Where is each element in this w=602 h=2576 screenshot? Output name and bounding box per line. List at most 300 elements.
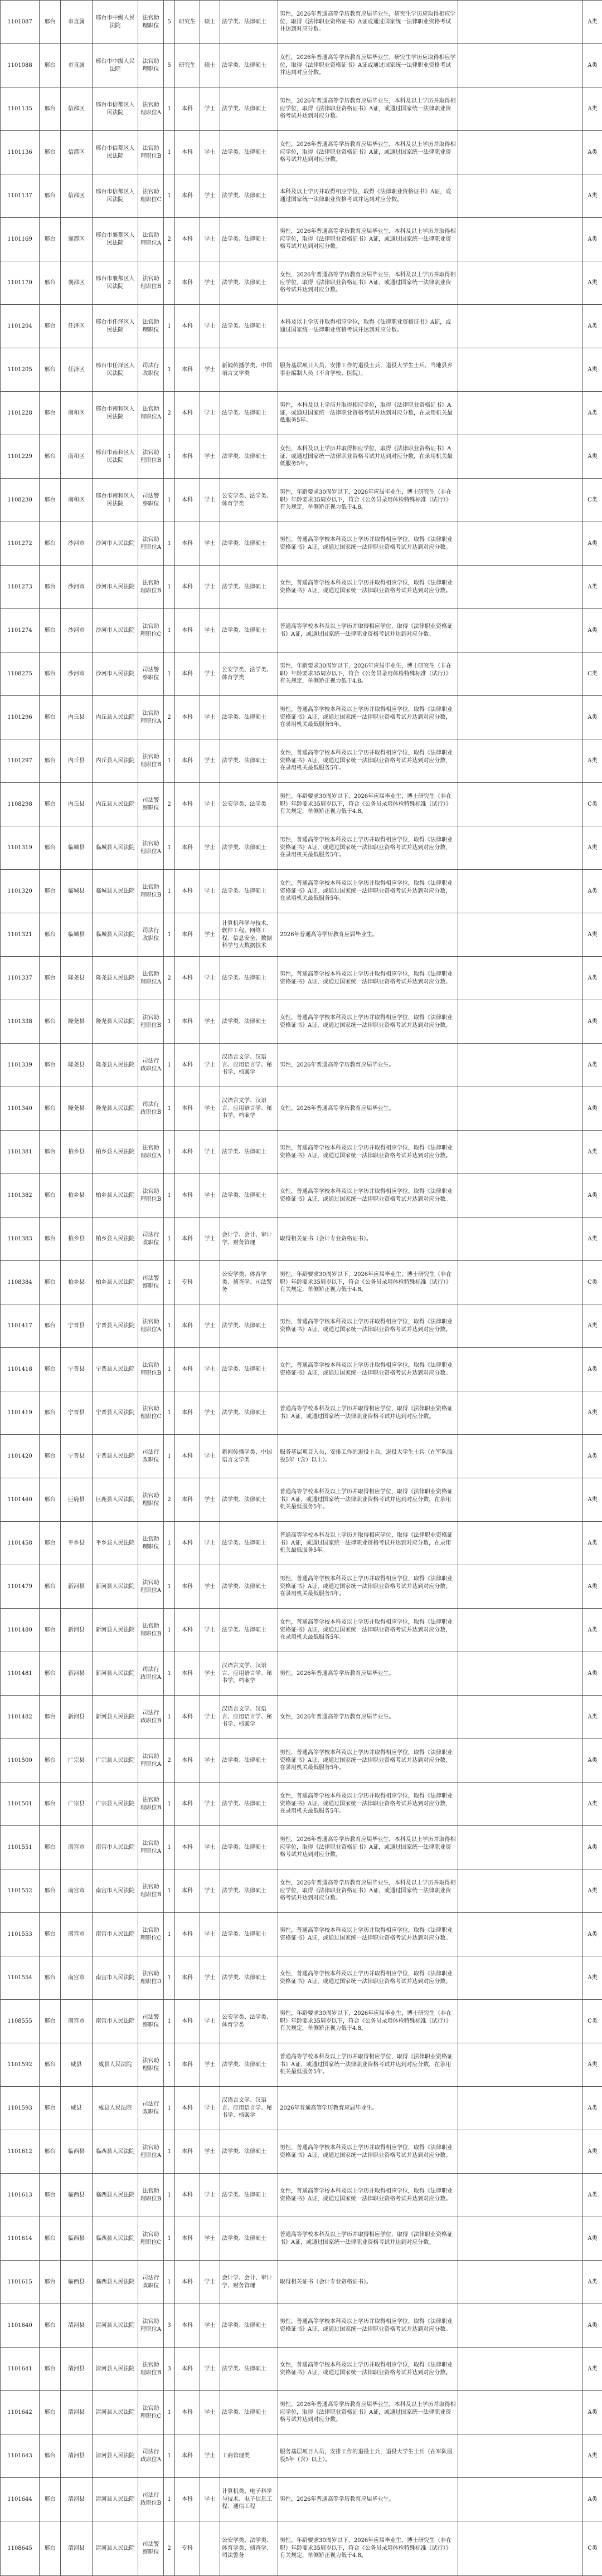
table-row (1, 739, 602, 783)
requirements-cell: 男性，普通高等学校本科及以上学历并取得相应学位，取得《法律职业资格证书》A证，或通过国家统一法律职业资格考试并达到对应分数。 (278, 957, 458, 1000)
major-cell: 汉语言文学、汉语言、应用语言学、秘书学、档案学 (220, 1044, 278, 1087)
employer-cell: 隆尧县人民法院 (93, 957, 138, 1000)
education-cell: 本科 (175, 1391, 200, 1435)
district-cell: 市直属 (61, 1, 93, 44)
education-cell: 本科 (175, 1131, 200, 1174)
remarks-cell (458, 392, 583, 435)
table-row (1, 87, 602, 131)
major-cell: 新闻传播学类、中国语言文学类 (220, 1435, 278, 1478)
education-cell: 本科 (175, 2348, 200, 2391)
degree-cell: 学士 (200, 2478, 220, 2521)
degree-cell: 学士 (200, 609, 220, 652)
education-cell: 本科 (175, 174, 200, 218)
degree-cell: 学士 (200, 479, 220, 522)
degree-cell: 学士 (200, 174, 220, 218)
position-code-cell: 1101614 (1, 2217, 40, 2261)
district-cell: 平乡县 (61, 1522, 93, 1565)
district-cell: 宁晋县 (61, 1304, 93, 1348)
requirements-cell: 女性，2026年普通高等学历教育应届毕业生，本科及以上学历并取得相应学位，取得《法律职业资格证书》A证，或通过国家统一法律职业资格考试并达到对应分数。 (278, 261, 458, 305)
table-row (1, 2348, 602, 2391)
position-name-cell: 法官助理职位B (138, 2174, 164, 2217)
requirements-cell: 本科及以上学历并取得相应学位，取得《法律职业资格证书》A证，或通过国家统一法律职业资格考试并达到对应分数。 (278, 305, 458, 348)
education-cell: 本科 (175, 609, 200, 652)
major-cell: 法学类、法律硕士 (220, 2217, 278, 2261)
district-cell: 宁晋县 (61, 1435, 93, 1478)
headcount-cell: 1 (164, 913, 175, 957)
requirements-cell: 女性，普通高等学校本科及以上学历并取得相应学位，取得《法律职业资格证书》A证，或通过国家统一法律职业资格考试并达到对应分数。 (278, 1000, 458, 1044)
city-cell: 邢台 (40, 566, 61, 609)
employer-cell: 邢台市南和区人民法院 (93, 392, 138, 435)
major-cell: 法学类、法律硕士 (220, 957, 278, 1000)
degree-cell: 学士 (200, 1522, 220, 1565)
remarks-cell (458, 2043, 583, 2087)
degree-cell: 学士 (200, 652, 220, 696)
exam-category-cell: A类 (583, 1478, 602, 1522)
education-cell: 本科 (175, 2174, 200, 2217)
employer-cell: 临西县人民法院 (93, 2130, 138, 2174)
table-row (1, 1696, 602, 1739)
position-name-cell: 法官助理职位A (138, 957, 164, 1000)
position-code-cell: 1101500 (1, 1739, 40, 1783)
employer-cell: 柏乡县人民法院 (93, 1218, 138, 1261)
education-cell: 本科 (175, 1348, 200, 1391)
city-cell: 邢台 (40, 348, 61, 392)
exam-category-cell: A类 (583, 1826, 602, 1869)
district-cell: 任泽区 (61, 348, 93, 392)
position-name-cell: 法官助理职位C (138, 1913, 164, 1956)
position-name-cell: 法官助理职位 (138, 1, 164, 44)
remarks-cell (458, 783, 583, 826)
major-cell: 法学类、法律硕士 (220, 1609, 278, 1652)
major-cell: 法学类、法律硕士 (220, 218, 278, 261)
position-code-cell: 1108384 (1, 1261, 40, 1304)
district-cell: 襄都区 (61, 261, 93, 305)
position-name-cell: 司法警察职位 (138, 2000, 164, 2043)
district-cell: 清河县 (61, 2434, 93, 2478)
degree-cell: 学士 (200, 1696, 220, 1739)
position-code-cell: 1101297 (1, 739, 40, 783)
employer-cell: 宁晋县人民法院 (93, 1304, 138, 1348)
headcount-cell: 1 (164, 1565, 175, 1609)
education-cell: 本科 (175, 826, 200, 870)
headcount-cell: 1 (164, 609, 175, 652)
headcount-cell: 3 (164, 2304, 175, 2348)
position-name-cell: 司法警察职位 (138, 2521, 164, 2576)
table-row (1, 1348, 602, 1391)
remarks-cell (458, 305, 583, 348)
district-cell: 临西县 (61, 2217, 93, 2261)
exam-category-cell: C类 (583, 2000, 602, 2043)
table-row (1, 2000, 602, 2043)
position-name-cell: 司法行政职位 (138, 913, 164, 957)
table-row (1, 2261, 602, 2304)
position-name-cell: 司法行政职位 (138, 348, 164, 392)
city-cell: 邢台 (40, 305, 61, 348)
employer-cell: 清河县人民法院 (93, 2478, 138, 2521)
degree-cell: 学士 (200, 2043, 220, 2087)
requirements-cell: 女性，普通高等学校本科及以上学历并取得相应学位，取得《法律职业资格证书》A证，或通过国家统一法律职业资格考试并达到对应分数，在录用机关最低服务5年。 (278, 739, 458, 783)
headcount-cell: 1 (164, 1000, 175, 1044)
requirements-cell: 普通高等学校本科及以上学历并取得相应学位，取得《法律职业资格证书》A证，或通过国家统一法律职业资格考试并达到对应分数。 (278, 609, 458, 652)
employer-cell: 邢台市任泽区人民法院 (93, 348, 138, 392)
remarks-cell (458, 2174, 583, 2217)
requirements-cell: 男性，普通高等学校本科及以上学历并取得相应学位，取得《法律职业资格证书》A证，或通过国家统一法律职业资格考试并达到对应分数。 (278, 522, 458, 566)
city-cell: 邢台 (40, 1956, 61, 2000)
degree-cell: 学士 (200, 870, 220, 913)
requirements-cell: 男性，普通高等学校本科及以上学历并取得相应学位，取得《法律职业资格证书》A证，或通过国家统一法律职业资格考试并达到对应分数。 (278, 1131, 458, 1174)
education-cell: 本科 (175, 2043, 200, 2087)
table-row (1, 1522, 602, 1565)
headcount-cell: 1 (164, 522, 175, 566)
position-name-cell: 法官助理职位B (138, 566, 164, 609)
position-name-cell: 法官助理职位C (138, 2217, 164, 2261)
requirements-cell: 男性，普通高等学校本科及以上学历并取得相应学位，取得《法律职业资格证书》A证，或通过国家统一法律职业资格考试并达到对应分数。 (278, 1304, 458, 1348)
district-cell: 广宗县 (61, 1783, 93, 1826)
city-cell: 邢台 (40, 1044, 61, 1087)
position-code-cell: 1101204 (1, 305, 40, 348)
requirements-cell: 男性，2026年普通高等学历教育应届毕业生。 (278, 1652, 458, 1696)
district-cell: 清河县 (61, 2304, 93, 2348)
exam-category-cell: A类 (583, 1739, 602, 1783)
table-row (1, 522, 602, 566)
employer-cell: 宁晋县人民法院 (93, 1348, 138, 1391)
city-cell: 邢台 (40, 1869, 61, 1913)
employer-cell: 内丘县人民法院 (93, 783, 138, 826)
position-code-cell: 1101137 (1, 174, 40, 218)
position-name-cell: 法官助理职位B (138, 1869, 164, 1913)
district-cell: 隆尧县 (61, 957, 93, 1000)
major-cell: 计算机科学与技术、软件工程、网络工程、信息安全、数据科学与大数据技术 (220, 913, 278, 957)
requirements-cell: 男性，普通高等学校本科及以上学历并取得相应学位，取得《法律职业资格证书》A证，或通过国家统一法律职业资格考试并达到对应分数，在录用机关最低服务5年。 (278, 696, 458, 739)
major-cell: 新闻传播学类、中国语言文学类 (220, 348, 278, 392)
requirements-cell: 女性，普通高等学校本科及以上学历并取得相应学位，取得《法律职业资格证书》A证，或通过国家统一法律职业资格考试并达到对应分数，在录用机关最低服务5年。 (278, 870, 458, 913)
position-name-cell: 法官助理职位C (138, 1391, 164, 1435)
exam-category-cell: C类 (583, 2521, 602, 2576)
exam-category-cell: A类 (583, 174, 602, 218)
remarks-cell (458, 1218, 583, 1261)
requirements-cell: 女性，普通高等学校本科及以上学历并取得相应学位，取得《法律职业资格证书》A证，或通过国家统一法律职业资格考试并达到对应分数。 (278, 1174, 458, 1218)
employer-cell: 隆尧县人民法院 (93, 1000, 138, 1044)
exam-category-cell: A类 (583, 87, 602, 131)
major-cell: 法学类、法律硕士 (220, 566, 278, 609)
requirements-cell: 服务基层项目人员，安排工作的退役士兵，退役大学生士兵（在军队服役5年（含）以上）。 (278, 2434, 458, 2478)
major-cell: 法学类、法律硕士 (220, 1391, 278, 1435)
requirements-cell: 男性，2026年普通高等学历教育应届毕业生，研究生学历应取得相应学位，取得《法律职业资格证书》A证或通过国家统一法律职业资格考试并达到对应分数。 (278, 1, 458, 44)
employer-cell: 威县人民法院 (93, 2043, 138, 2087)
major-cell: 法学类、法律硕士 (220, 1304, 278, 1348)
remarks-cell (458, 2087, 583, 2130)
education-cell: 本科 (175, 1304, 200, 1348)
education-cell: 本科 (175, 870, 200, 913)
exam-category-cell: A类 (583, 1348, 602, 1391)
degree-cell: 学士 (200, 1218, 220, 1261)
degree-cell: 学士 (200, 696, 220, 739)
district-cell: 临城县 (61, 870, 93, 913)
position-name-cell: 法官助理职位A (138, 1131, 164, 1174)
table-row (1, 348, 602, 392)
table-row (1, 1609, 602, 1652)
requirements-cell: 女性，普通高等学校本科及以上学历并取得相应学位，取得《法律职业资格证书》A证，或通过国家统一法律职业资格考试并达到对应分数，在录用机关最低服务5年。 (278, 1783, 458, 1826)
city-cell: 邢台 (40, 739, 61, 783)
exam-category-cell: A类 (583, 2434, 602, 2478)
district-cell: 南宫市 (61, 1869, 93, 1913)
remarks-cell (458, 261, 583, 305)
remarks-cell (458, 44, 583, 87)
position-name-cell: 法官助理职位A (138, 218, 164, 261)
remarks-cell (458, 1478, 583, 1522)
headcount-cell: 1 (164, 2261, 175, 2304)
position-code-cell: 1101482 (1, 1696, 40, 1739)
district-cell: 柏乡县 (61, 1131, 93, 1174)
education-cell: 本科 (175, 1783, 200, 1826)
exam-category-cell: C类 (583, 479, 602, 522)
table-row (1, 1435, 602, 1478)
exam-category-cell: A类 (583, 870, 602, 913)
city-cell: 邢台 (40, 1609, 61, 1652)
employer-cell: 邢台市南和区人民法院 (93, 479, 138, 522)
position-code-cell: 1101340 (1, 1087, 40, 1131)
position-name-cell: 法官助理职位B (138, 1000, 164, 1044)
degree-cell: 学士 (200, 1478, 220, 1522)
major-cell: 法学类、法律硕士 (220, 1, 278, 44)
position-name-cell: 司法行政职位A (138, 1652, 164, 1696)
degree-cell: 学士 (200, 1739, 220, 1783)
education-cell: 本科 (175, 2478, 200, 2521)
city-cell: 邢台 (40, 2391, 61, 2434)
city-cell: 邢台 (40, 2217, 61, 2261)
exam-category-cell: A类 (583, 2478, 602, 2521)
remarks-cell (458, 2304, 583, 2348)
city-cell: 邢台 (40, 479, 61, 522)
table-row (1, 1478, 602, 1522)
major-cell: 法学类、法律硕士 (220, 2304, 278, 2348)
city-cell: 邢台 (40, 1174, 61, 1218)
requirements-cell: 普通高等学校本科及以上学历并取得相应学位，取得《法律职业资格证书》A证，或通过国家统一法律职业资格考试并达到对应分数，在录用机关最低服务5年。 (278, 1522, 458, 1565)
table-row (1, 1044, 602, 1087)
employer-cell: 临西县人民法院 (93, 2174, 138, 2217)
degree-cell: 学士 (200, 2217, 220, 2261)
employer-cell: 广宗县人民法院 (93, 1739, 138, 1783)
major-cell: 法学类、法律硕士 (220, 2348, 278, 2391)
degree-cell: 学士 (200, 913, 220, 957)
remarks-cell (458, 1174, 583, 1218)
table-row (1, 1869, 602, 1913)
position-code-cell: 1101339 (1, 1044, 40, 1087)
major-cell: 法学类、法律硕士 (220, 870, 278, 913)
position-code-cell: 1101440 (1, 1478, 40, 1522)
employer-cell: 新河县人民法院 (93, 1696, 138, 1739)
education-cell: 研究生 (175, 1, 200, 44)
position-code-cell: 1101205 (1, 348, 40, 392)
position-code-cell: 1101136 (1, 131, 40, 174)
employer-cell: 柏乡县人民法院 (93, 1261, 138, 1304)
education-cell: 本科 (175, 566, 200, 609)
exam-category-cell: A类 (583, 1131, 602, 1174)
employer-cell: 清河县人民法院 (93, 2391, 138, 2434)
district-cell: 内丘县 (61, 783, 93, 826)
district-cell: 柏乡县 (61, 1218, 93, 1261)
requirements-cell: 女性，2026年普通高等学历教育应届毕业生。 (278, 1087, 458, 1131)
district-cell: 柏乡县 (61, 1174, 93, 1218)
employer-cell: 邢台市中级人民法院 (93, 44, 138, 87)
position-code-cell: 1101481 (1, 1652, 40, 1696)
degree-cell: 学士 (200, 783, 220, 826)
education-cell: 本科 (175, 1826, 200, 1869)
major-cell: 公安学类、体育学类、侦查学、司法警务 (220, 1261, 278, 1304)
requirements-cell: 男性，2026年普通高等学历教育应届毕业生，本科及以上学历并取得相应学位，取得《法律职业资格证书》A证，或通过国家统一法律职业资格考试并达到对应分数。 (278, 218, 458, 261)
position-name-cell: 司法行政职位 (138, 2087, 164, 2130)
position-code-cell: 1101644 (1, 2478, 40, 2521)
position-name-cell: 司法行政职位A (138, 1044, 164, 1087)
district-cell: 广宗县 (61, 1739, 93, 1783)
major-cell: 法学类、法律硕士 (220, 261, 278, 305)
city-cell: 邢台 (40, 1, 61, 44)
exam-category-cell: A类 (583, 1913, 602, 1956)
remarks-cell (458, 1522, 583, 1565)
major-cell: 法学类、法律硕士 (220, 1739, 278, 1783)
position-code-cell: 1108298 (1, 783, 40, 826)
exam-category-cell: A类 (583, 2304, 602, 2348)
employer-cell: 清河县人民法院 (93, 2434, 138, 2478)
major-cell: 会计学、会计、审计学、财务管理 (220, 2261, 278, 2304)
exam-category-cell: A类 (583, 696, 602, 739)
table-row (1, 1913, 602, 1956)
district-cell: 新河县 (61, 1652, 93, 1696)
position-name-cell: 司法行政职位A (138, 2434, 164, 2478)
degree-cell: 学士 (200, 1131, 220, 1174)
district-cell: 清河县 (61, 2348, 93, 2391)
position-code-cell: 1101338 (1, 1000, 40, 1044)
exam-category-cell: A类 (583, 2391, 602, 2434)
degree-cell (200, 2521, 220, 2576)
remarks-cell (458, 2521, 583, 2576)
exam-category-cell: A类 (583, 1696, 602, 1739)
degree-cell: 学士 (200, 522, 220, 566)
headcount-cell: 1 (164, 2000, 175, 2043)
table-row (1, 2434, 602, 2478)
requirements-cell: 女性，普通高等学校本科及以上学历并取得相应学位，取得《法律职业资格证书》A证，或通过国家统一法律职业资格考试并达到对应分数。 (278, 1956, 458, 2000)
table-row (1, 913, 602, 957)
table-row (1, 1956, 602, 2000)
headcount-cell: 2 (164, 261, 175, 305)
remarks-cell (458, 739, 583, 783)
degree-cell: 学士 (200, 435, 220, 479)
headcount-cell: 2 (164, 696, 175, 739)
district-cell: 南宫市 (61, 1956, 93, 2000)
remarks-cell (458, 435, 583, 479)
table-row (1, 1174, 602, 1218)
degree-cell: 硕士 (200, 44, 220, 87)
exam-category-cell: A类 (583, 2043, 602, 2087)
requirements-cell: 2026年普通高等学历教育应届毕业生。 (278, 913, 458, 957)
position-name-cell: 法官助理职位B (138, 739, 164, 783)
district-cell: 隆尧县 (61, 1087, 93, 1131)
position-code-cell: 1101615 (1, 2261, 40, 2304)
exam-category-cell: A类 (583, 44, 602, 87)
employer-cell: 清河县人民法院 (93, 2348, 138, 2391)
headcount-cell: 1 (164, 1261, 175, 1304)
remarks-cell (458, 2348, 583, 2391)
position-name-cell: 法官助理职位 (138, 1522, 164, 1565)
requirements-cell: 男性，2026年普通高等学历教育应届毕业生，本科及以上学历并取得相应学位，取得《法律职业资格证书》A证，或通过国家统一法律职业资格考试并达到对应分数。 (278, 87, 458, 131)
degree-cell: 学士 (200, 1000, 220, 1044)
education-cell: 本科 (175, 1739, 200, 1783)
requirements-cell: 男性，年龄要求30周岁以下，2026年应届毕业生，博士研究生（非在职）年龄要求35周岁以下，符合《公务员录用体检特殊标准（试行）》有关规定，单侧矫正视力低于4.8。 (278, 652, 458, 696)
major-cell: 法学类、法律硕士 (220, 305, 278, 348)
city-cell: 邢台 (40, 1565, 61, 1609)
employer-cell: 邢台市信都区人民法院 (93, 131, 138, 174)
degree-cell: 学士 (200, 131, 220, 174)
city-cell: 邢台 (40, 1348, 61, 1391)
headcount-cell: 1 (164, 652, 175, 696)
exam-category-cell: A类 (583, 348, 602, 392)
exam-category-cell: A类 (583, 1000, 602, 1044)
education-cell: 本科 (175, 1956, 200, 2000)
district-cell: 新河县 (61, 1609, 93, 1652)
district-cell: 襄都区 (61, 218, 93, 261)
remarks-cell (458, 1131, 583, 1174)
table-row (1, 1652, 602, 1696)
headcount-cell: 1 (164, 1348, 175, 1391)
table-row (1, 1783, 602, 1826)
district-cell: 临城县 (61, 913, 93, 957)
remarks-cell (458, 1869, 583, 1913)
exam-category-cell: C类 (583, 783, 602, 826)
major-cell: 公安学类、法学类 (220, 783, 278, 826)
remarks-cell (458, 348, 583, 392)
remarks-cell (458, 2434, 583, 2478)
headcount-cell: 2 (164, 392, 175, 435)
employer-cell: 南宫市人民法院 (93, 1956, 138, 2000)
position-name-cell: 司法行政职位 (138, 1435, 164, 1478)
employer-cell: 清河县人民法院 (93, 2521, 138, 2576)
table-row (1, 652, 602, 696)
headcount-cell: 1 (164, 2087, 175, 2130)
position-name-cell: 司法行政职位B (138, 2478, 164, 2521)
requirements-cell: 男性，年龄要求30周岁以下，2026年应届毕业生，博士研究生（非在职）年龄要求35周岁以下，符合《公务员录用体检特殊标准（试行）》有关规定，单侧矫正视力低于4.8。 (278, 783, 458, 826)
degree-cell: 学士 (200, 218, 220, 261)
position-name-cell: 法官助理职位B (138, 1783, 164, 1826)
headcount-cell: 1 (164, 826, 175, 870)
headcount-cell: 1 (164, 1696, 175, 1739)
position-name-cell: 法官助理职位A (138, 1304, 164, 1348)
education-cell: 本科 (175, 1696, 200, 1739)
exam-category-cell: A类 (583, 131, 602, 174)
requirements-cell: 女性，2026年普通高等学历教育应届毕业生。 (278, 1696, 458, 1739)
remarks-cell (458, 1261, 583, 1304)
remarks-cell (458, 1783, 583, 1826)
degree-cell: 学士 (200, 305, 220, 348)
remarks-cell (458, 479, 583, 522)
education-cell: 本科 (175, 957, 200, 1000)
position-code-cell: 1101296 (1, 696, 40, 739)
table-row (1, 826, 602, 870)
exam-category-cell: A类 (583, 1087, 602, 1131)
position-name-cell: 法官助理职位A (138, 2130, 164, 2174)
position-name-cell: 法官助理职位A (138, 392, 164, 435)
major-cell: 法学类、法律硕士 (220, 826, 278, 870)
position-name-cell: 法官助理职位B (138, 1174, 164, 1218)
position-code-cell: 1101417 (1, 1304, 40, 1348)
position-code-cell: 1101613 (1, 2174, 40, 2217)
city-cell: 邢台 (40, 435, 61, 479)
education-cell: 本科 (175, 305, 200, 348)
remarks-cell (458, 826, 583, 870)
headcount-cell: 1 (164, 2478, 175, 2521)
position-code-cell: 1101320 (1, 870, 40, 913)
city-cell: 邢台 (40, 2521, 61, 2576)
district-cell: 信都区 (61, 87, 93, 131)
